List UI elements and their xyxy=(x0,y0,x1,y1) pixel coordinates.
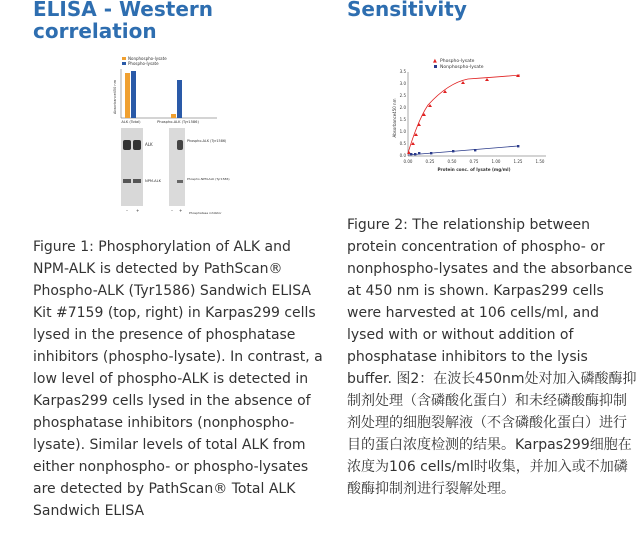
figure1-caption: Figure 1: Phosphorylation of ALK and NPM-ALK is detected by PathScan® Phospho-ALK (Tyr1586) Sandwich ELISA Kit #7159 (top, right) in Karpas299 cells lysed in the presence of phosphatase inhibitors (phospho-lysate). In contrast, a low level of phospho-ALK is detected in Karpas299 cells lysed in the absence of phosphatase inhibitors (nonphospho-lysate). Similar levels of total ALK from either nonphospho- or phospho-lysates are detected by PathScan® Total ALK Sandwich ELISA xyxy=(33,239,323,519)
blot-band-npm-minus xyxy=(123,179,131,183)
ytick-1: 0.5 xyxy=(399,141,406,146)
ytick-3: 1.5 xyxy=(399,117,406,122)
blot-label-phospho-alk: Phospho-ALK (Tyr1586) xyxy=(187,139,227,143)
legend-phospho-text: Phospho-lysate xyxy=(128,61,159,66)
xtick-0: 0.00 xyxy=(403,159,413,164)
xtick-2: 0.50 xyxy=(447,159,457,164)
ytick-0: 0.0 xyxy=(399,153,406,158)
blot-panel-total xyxy=(121,128,143,206)
legend-swatch-nonphospho xyxy=(122,57,126,60)
ytick-7: 3.5 xyxy=(399,69,406,74)
category-label-phospho-alk: Phospho-ALK (Tyr1586) xyxy=(157,120,199,124)
xtick-3: 0.75 xyxy=(469,159,479,164)
legend-nonphospho-marker xyxy=(434,65,437,68)
category-label-alk-total: ALK (Total) xyxy=(121,120,141,124)
figure1-heading: ELISA - Western correlation xyxy=(33,0,213,43)
blot-band-alk-minus xyxy=(123,140,131,150)
ytick-4: 2.0 xyxy=(399,105,406,110)
legend-phospho-text: Phospho-lysate xyxy=(440,59,475,64)
blot-label-phosphatase: Phosphatase inhibitor xyxy=(189,211,222,215)
blot1-plus: + xyxy=(136,208,140,213)
ytick-6: 3.0 xyxy=(399,81,406,86)
blot-label-npm-alk: NPM-ALK xyxy=(145,179,161,183)
xtick-5: 1.25 xyxy=(513,159,523,164)
figure2-ylabel: Absorbance450 nm xyxy=(392,98,397,138)
blot-label-alk: ALK xyxy=(145,142,153,147)
phospho-points xyxy=(407,74,520,154)
bar-phospho-alk-phospho xyxy=(177,80,182,118)
figure2-caption: Figure 2: The relationship between protein concentration of phospho- or nonphospho-lysates and the absorbance at 450 nm is shown. Karpas299 cells were harvested at 106 cells/ml, and lysed with or without addition of phosphatase inhibitors to the lysis buffer. 图2：在波长450nm处对加入磷酸酶抑制剂处理（含磷酸化蛋白）和未经磷酸酶抑制剂处理的细胞裂解液（不含磷酸化蛋白）进行目的蛋白浓度检测的结果。Karpas299细胞在浓度为106 cells/ml时收集，并加入或不加磷酸酶抑制剂进行裂解处理。 xyxy=(347,217,637,497)
ytick-5: 2.5 xyxy=(399,93,406,98)
blot-band-phospho-alk-plus xyxy=(177,140,183,150)
figure2-image xyxy=(388,50,558,180)
legend-nonphospho-text: Nonphospho-lysate xyxy=(440,65,484,70)
ytick-2: 1.0 xyxy=(399,129,406,134)
legend-nonphospho-text: Nonphospho-lysate xyxy=(128,56,167,61)
xtick-6: 1.50 xyxy=(535,159,545,164)
phospho-curve xyxy=(408,75,520,153)
blot-band-alk-plus xyxy=(133,140,141,150)
bar-alk-total-nonphospho xyxy=(125,73,130,118)
bar-alk-total-phospho xyxy=(131,71,136,118)
bar-phospho-alk-nonphospho xyxy=(171,114,176,118)
blot2-minus: – xyxy=(171,208,173,213)
legend-phospho-marker: ▲ xyxy=(433,58,437,64)
figure2-heading: Sensitivity xyxy=(347,0,467,21)
xtick-4: 1.00 xyxy=(491,159,501,164)
figure2-xlabel: Protein conc. of lysate (mg/ml) xyxy=(437,167,511,172)
figure1-ylabel: Absorbance450 nm xyxy=(113,79,117,115)
xtick-1: 0.25 xyxy=(425,159,435,164)
legend-swatch-phospho xyxy=(122,62,126,65)
blot-band-phospho-npm-plus xyxy=(177,180,183,183)
nonphospho-line xyxy=(408,146,518,155)
blot-label-phospho-npm-alk: Phospho-NPM-ALK (Tyr1586) xyxy=(187,177,230,181)
blot2-plus: + xyxy=(179,208,183,213)
blot1-minus: – xyxy=(126,208,128,213)
figure1-svg xyxy=(112,52,230,222)
figure1-image xyxy=(112,52,230,222)
blot-panel-phospho xyxy=(169,128,185,206)
blot-band-npm-plus xyxy=(133,179,141,183)
figure2-svg xyxy=(388,50,558,180)
